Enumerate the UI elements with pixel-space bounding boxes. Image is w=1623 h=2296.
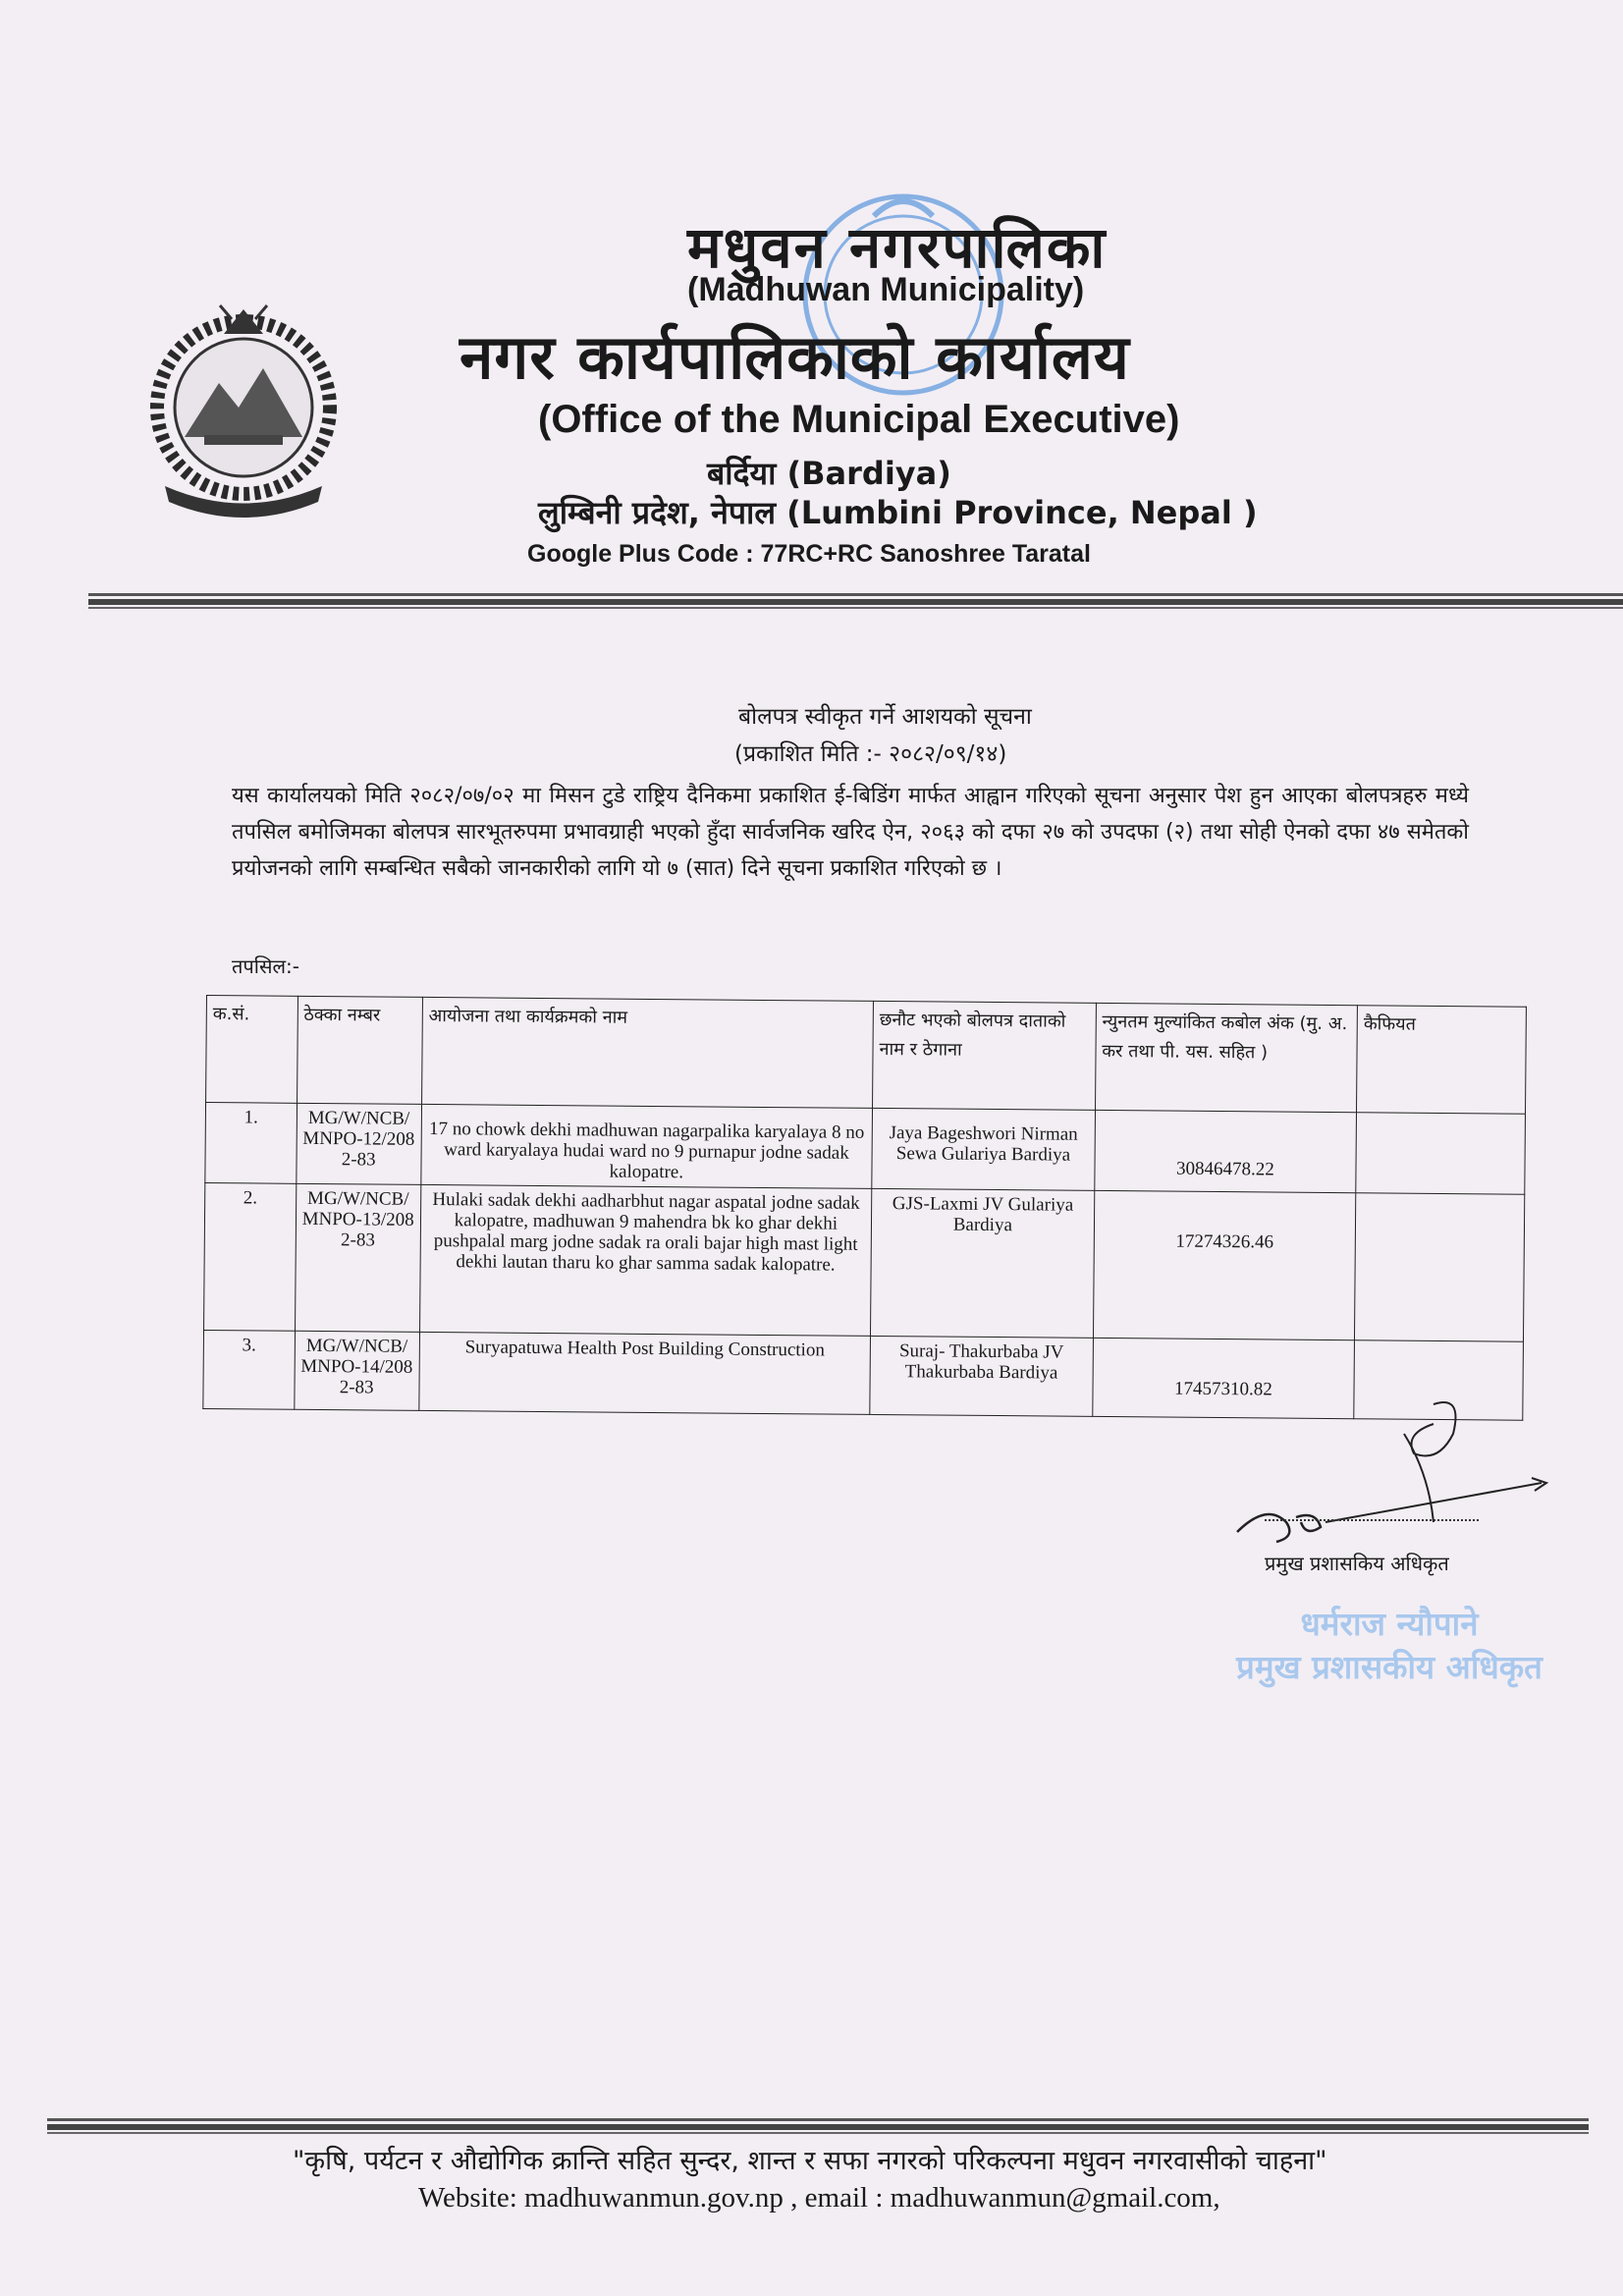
plus-code: Google Plus Code : 77RC+RC Sanoshree Taratal xyxy=(527,540,1091,568)
cell-bidder: GJS-Laxmi JV Gulariya Bardiya xyxy=(871,1188,1095,1338)
footer-contact: Website: madhuwanmun.gov.np , email : madhuwanmun@gmail.com, xyxy=(418,2182,1220,2214)
district-name: बर्दिया (Bardiya) xyxy=(707,455,951,492)
signature-line xyxy=(1265,1519,1479,1521)
cell-amount: 17274326.46 xyxy=(1093,1190,1356,1339)
handwritten-signature-icon xyxy=(1208,1394,1561,1552)
notice-body: यस कार्यालयको मिति २०८२/०७/०२ मा मिसन टुडे राष्ट्रिय दैनिकमा प्रकाशित ई-बिडिंग मार्फत आह्वान गरिएको सूचना अनुसार पेश हुन आएका बोलपत्रहरु मध्ये तपसिल बमोजिमका बोलपत्र सारभूतरुपमा प्रभावग्राही भएको हुँदा सार्वजनिक खरिद ऐन, २०६३ को दफा २७ को उपदफा (२) तथा सोही ऐनको दफा ४७ समेतको प्रयोजनको लागि सम्बन्धित सबैको जानकारीको लागि यो ७ (सात) दिने सूचना प्रकाशित गरिएको छ । xyxy=(232,784,1469,881)
col-header-project: आयोजना तथा कार्यक्रमको नाम xyxy=(421,997,873,1108)
col-header-sn: क.सं. xyxy=(206,996,298,1104)
col-header-contract: ठेक्का नम्बर xyxy=(297,996,422,1104)
col-header-remarks: कैफियत xyxy=(1357,1006,1527,1114)
municipality-name-nepali: मधुवन नगरपालिका xyxy=(687,214,1108,281)
details-label: तपसिल:- xyxy=(232,955,299,978)
municipality-name-english: (Madhuwan Municipality) xyxy=(687,271,1085,308)
cell-contract: MG/W/NCB/MNPO-13/2082-83 xyxy=(295,1183,420,1332)
table-row xyxy=(205,1103,1526,1195)
office-name-nepali: नगर कार्यपालिकाको कार्यालय xyxy=(460,321,1130,393)
cell-contract: MG/W/NCB/MNPO-14/2082-83 xyxy=(294,1331,419,1410)
col-header-amount: न्युनतम मुल्यांकित कबोल अंक (मु. अ. कर तथा पी. यस. सहित ) xyxy=(1095,1003,1357,1112)
footer-motto: "कृषि, पर्यटन र औद्योगिक क्रान्ति सहित सुन्दर, शान्त र सफा नगरको परिकल्पना मधुवन नगरवासीको चाहना" xyxy=(293,2146,1327,2176)
table-row xyxy=(204,1182,1525,1341)
nepal-emblem-icon xyxy=(126,300,361,525)
cell-amount: 30846478.22 xyxy=(1095,1110,1357,1192)
cell-sn: 1. xyxy=(205,1103,297,1184)
cell-remarks xyxy=(1356,1113,1526,1194)
cell-sn: 3. xyxy=(203,1330,295,1409)
header-divider-thin xyxy=(88,607,1623,609)
header-divider-thick xyxy=(88,599,1623,605)
stamp-name: धर्मराज न्यौपाने xyxy=(1300,1605,1479,1643)
col-header-bidder: छनौट भएको बोलपत्र दाताको नाम र ठेगाना xyxy=(873,1001,1097,1110)
cell-amount: 17457310.82 xyxy=(1093,1338,1355,1418)
cell-project: Hulaki sadak dekhi aadharbhut nagar aspatal jodne sadak kalopatre, madhuwan 9 mahendra bk ko ghar dekhi pushpalal marg jodne sadak ra orali bajar high mast light dekhi lautan tharu ko ghar samma sadak kalopatre. xyxy=(419,1184,872,1336)
stamp-title: प्रमुख प्रशासकीय अधिकृत xyxy=(1236,1648,1542,1686)
cell-sn: 2. xyxy=(204,1182,297,1331)
bid-table xyxy=(202,995,1527,1421)
footer-divider-thin xyxy=(47,2132,1589,2134)
footer-divider xyxy=(47,2118,1589,2121)
cell-bidder: Suraj- Thakurbaba JV Thakurbaba Bardiya xyxy=(870,1336,1093,1416)
office-name-english: (Office of the Municipal Executive) xyxy=(538,398,1180,441)
header-divider xyxy=(88,593,1623,596)
notice-published-date: (प्रकाशित मिति :- २०८२/०९/१४) xyxy=(734,741,1007,767)
cell-remarks xyxy=(1355,1193,1525,1341)
cell-project: Suryapatuwa Health Post Building Construction xyxy=(419,1332,871,1414)
signatory-title: प्रमुख प्रशासकिय अधिकृत xyxy=(1265,1552,1449,1575)
notice-title: बोलपत्र स्वीकृत गर्ने आशयको सूचना xyxy=(738,704,1032,730)
footer-divider-thick xyxy=(47,2124,1589,2130)
province-name: लुम्बिनी प्रदेश, नेपाल (Lumbini Province, Nepal ) xyxy=(538,494,1258,531)
official-name-stamp xyxy=(1193,1603,1586,1689)
table-header-row xyxy=(206,996,1527,1115)
cell-contract: MG/W/NCB/MNPO-12/2082-83 xyxy=(296,1103,421,1184)
cell-project: 17 no chowk dekhi madhuwan nagarpalika karyalaya 8 no ward karyalaya hudai ward no 9 purnapur jodne sadak kalopatre. xyxy=(421,1104,873,1188)
cell-bidder: Jaya Bageshwori Nirman Sewa Gulariya Bardiya xyxy=(872,1108,1095,1190)
